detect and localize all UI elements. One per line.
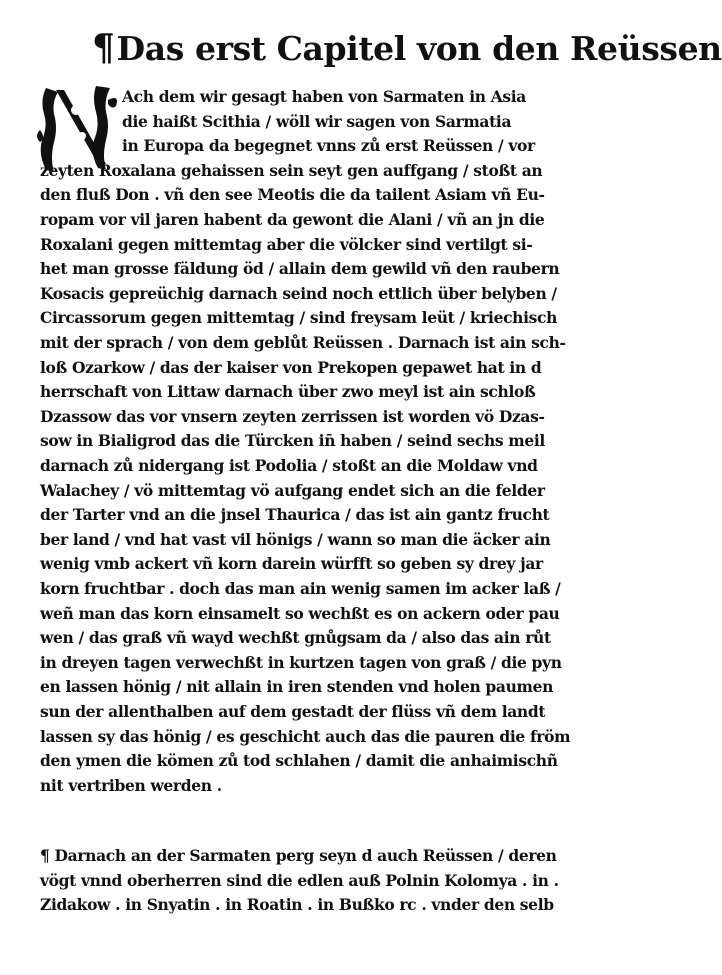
text-line: sun der allenthalben auf dem gestadt der flüss vñ dem landt: [40, 702, 546, 721]
text-line: in dreyen tagen verwechßt in kurtzen tagen von graß / die pyn: [40, 652, 562, 672]
text-line: lassen sy das hönig / es geschicht auch das die pauren die fröm: [40, 726, 571, 746]
chapter-title: [92, 26, 722, 71]
text-line: den fluß Don . vñ den see Meotis die da tailent Asiam vñ Eu-: [40, 185, 545, 205]
text-line: mit der sprach / von dem geblůt Reüssen . Darnach ist ain sch-: [40, 333, 566, 352]
text-line: korn fruchtbar . doch das man ain wenig samen im acker laß /: [40, 579, 561, 598]
text-line: ber land / vnd hat vast vil hönigs / wann so man die äcker ain: [40, 529, 551, 549]
text-line: wenig vmb ackert vñ korn darein würfft so geben sy drey jar: [40, 554, 543, 574]
text-line: en lassen hönig / nit allain in iren stenden vnd holen paumen: [40, 677, 554, 697]
text-line: Kosacis gepreüchig darnach seind noch ettlich über belyben /: [40, 283, 557, 303]
text-line: in Europa da begegnet vnns zů erst Reüssen / vor: [122, 136, 535, 156]
pilcrow-icon: ¶: [92, 27, 115, 69]
text-line: den ymen die kömen zů tod schlahen / damit die anhaimischñ: [40, 751, 558, 771]
text-line: ¶ Darnach an der Sarmaten perg seyn d auch Reüssen / deren: [40, 846, 557, 865]
text-line: vögt vnnd oberherren sind die edlen auß Polnin Kolomya . in .: [40, 870, 559, 890]
text-line: Walachey / vö mittemtag vö aufgang endet sich an die felder: [40, 480, 545, 500]
text-line: die haißt Scithia / wöll wir sagen von Sarmatia: [122, 111, 512, 131]
text-line: het man grosse fäldung öd / allain dem gewild vñ den raubern: [40, 259, 560, 279]
text-line: herrschaft von Littaw darnach über zwo meyl ist ain schloß: [40, 382, 536, 402]
text-line: der Tarter vnd an die jnsel Thaurica / das ist ain gantz frucht: [40, 505, 550, 525]
text-line: Circassorum gegen mittemtag / sind freysam leüt / kriechisch: [40, 308, 558, 328]
text-line: zeyten Roxalana gehaissen sein seyt gen auffgang / stoßt an: [40, 160, 543, 180]
text-line: wen / das graß vñ wayd wechßt gnůgsam da / also das ain růt: [40, 628, 551, 648]
text-line: ropam vor vil jaren habent da gewont die Alani / vñ an jn die: [40, 210, 545, 229]
text-line: weñ man das korn einsamelt so wechßt es on ackern oder pau: [40, 603, 560, 623]
chapter-title-text: Das erst Capitel von den Reüssen: [116, 29, 722, 68]
text-line: Dzassow das vor vnsern zeyten zerrissen ist worden vö Dzas-: [40, 406, 545, 426]
text-line: sow in Bialigrod das die Türcken in̄ haben / seind sechs meil: [40, 431, 545, 451]
text-line: Zidakow . in Snyatin . in Roatin . in Bußko rc . vnder den selb: [40, 895, 554, 915]
text-line: Ach dem wir gesagt haben von Sarmaten in Asia: [122, 87, 526, 106]
text-line: Roxalani gegen mittemtag aber die völcker sind vertilgt si-: [40, 234, 533, 254]
text-line: loß Ozarkow / das der kaiser von Prekopen gepawet hat in d: [40, 357, 542, 377]
text-line: nit vertriben werden .: [40, 775, 222, 795]
text-line: darnach zů nidergang ist Podolia / stoßt an die Moldaw vnd: [40, 456, 538, 475]
